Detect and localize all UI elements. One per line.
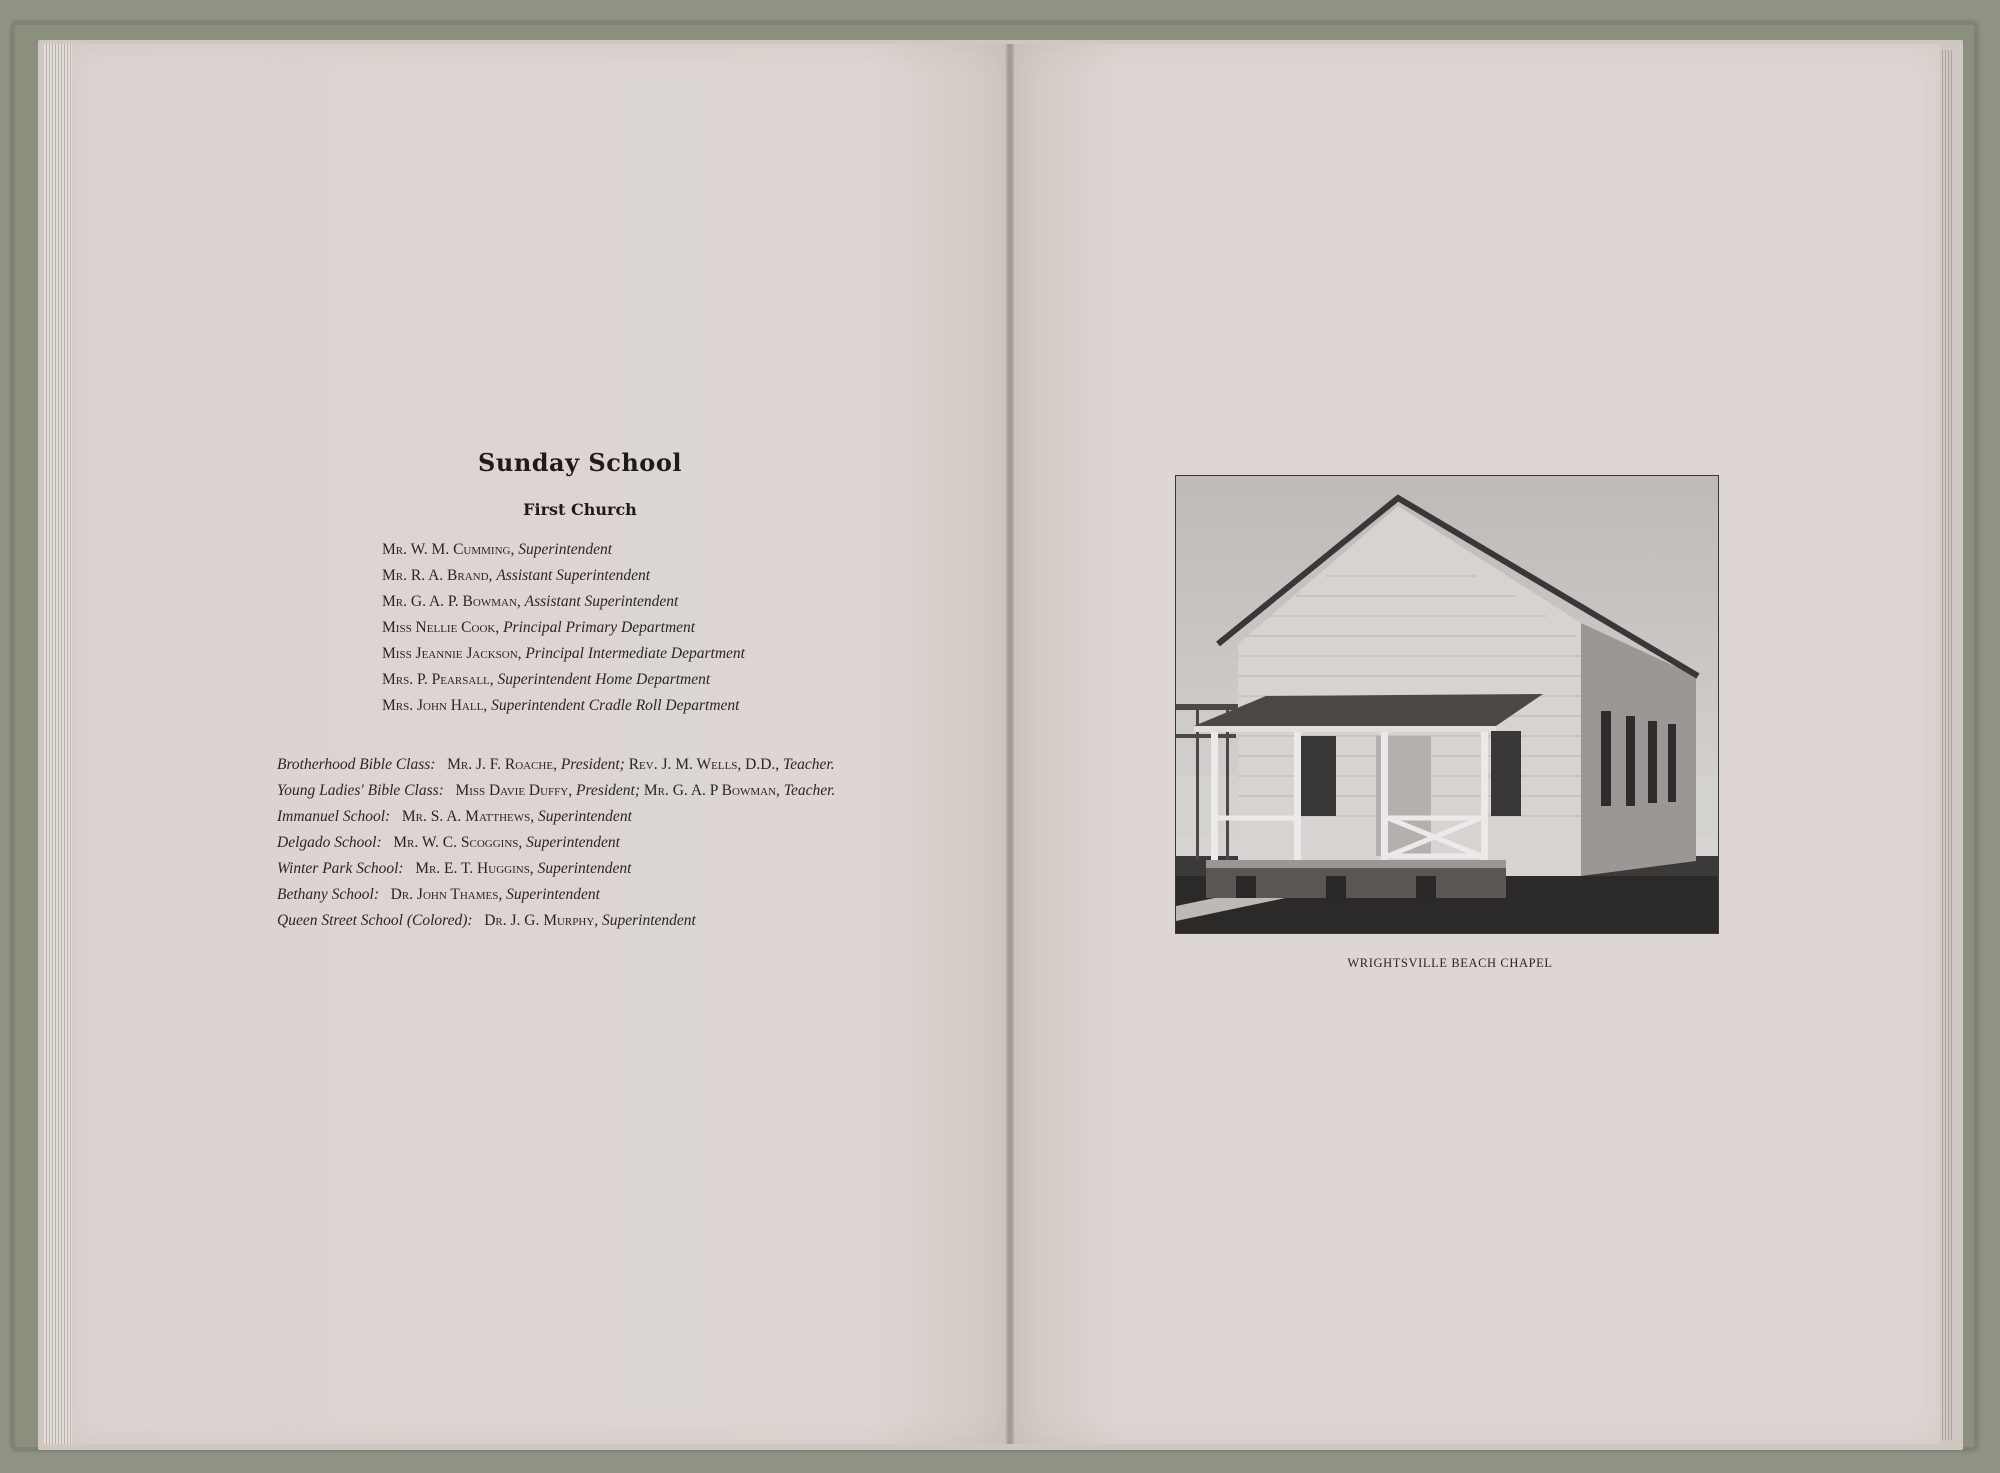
- officer-name: Mr. G. A. P. Bowman,: [382, 593, 521, 610]
- class-person: Mr. W. C. Scoggins,: [393, 834, 523, 851]
- class-person: Mr. S. A. Matthews,: [401, 808, 535, 825]
- class-label: Queen Street School (Colored):: [277, 912, 473, 929]
- class-row: [277, 884, 889, 906]
- officer-row: [382, 641, 942, 667]
- section-subtitle: First Church: [523, 500, 637, 519]
- officer-name: Miss Nellie Cook,: [382, 619, 500, 636]
- class-row: [277, 910, 889, 932]
- officer-name: Mr. R. A. Brand,: [382, 567, 493, 584]
- class-person: Mr. J. F. Roache,: [447, 756, 557, 773]
- book-gutter: [1006, 44, 1014, 1444]
- officer-row: [382, 563, 942, 589]
- class-row: [277, 858, 889, 880]
- class-row: [277, 832, 889, 854]
- class-label: Bethany School:: [277, 886, 380, 903]
- class-role: Superintendent: [506, 886, 600, 903]
- officer-role: Superintendent: [518, 541, 613, 558]
- officer-role: Principal Intermediate Department: [525, 645, 745, 662]
- class-label: Immanuel School:: [277, 808, 391, 825]
- class-label: Young Ladies' Bible Class:: [277, 782, 444, 799]
- officer-role: Assistant Superintendent: [496, 567, 651, 584]
- chapel-photo: [1175, 475, 1719, 934]
- class-role: Superintendent: [602, 912, 696, 929]
- officer-name: Mrs. John Hall,: [382, 697, 488, 714]
- class-role: Superintendent: [537, 860, 632, 877]
- chapel-illustration: [1176, 476, 1718, 933]
- class-person: Miss Davie Duffy,: [455, 782, 573, 799]
- class-person: Mr. G. A. P Bowman,: [643, 782, 780, 799]
- officer-role: Principal Primary Department: [503, 619, 696, 636]
- officer-name: Mrs. P. Pearsall,: [382, 671, 494, 688]
- photo-caption: WRIGHTSVILLE BEACH CHAPEL: [1347, 956, 1553, 970]
- class-row: [277, 780, 889, 802]
- class-person: Mr. E. T. Huggins,: [415, 860, 534, 877]
- officer-row: [382, 667, 942, 693]
- officer-name: Miss Jeannie Jackson,: [382, 645, 522, 662]
- class-row: [277, 754, 889, 776]
- class-row: [277, 806, 889, 828]
- class-person: Dr. John Thames,: [390, 886, 503, 903]
- class-list: [277, 754, 889, 936]
- officer-name: Mr. W. M. Cumming,: [382, 541, 515, 558]
- officer-row: [382, 615, 942, 641]
- officer-role: Superintendent Cradle Roll Department: [491, 697, 740, 714]
- class-role: President;: [560, 756, 625, 773]
- class-role: Superintendent: [526, 834, 620, 851]
- class-person: Dr. J. G. Murphy,: [484, 912, 599, 929]
- class-role: Superintendent: [538, 808, 632, 825]
- officer-role: Assistant Superintendent: [524, 593, 679, 610]
- officer-row: [382, 589, 942, 615]
- left-page: [72, 44, 1008, 1444]
- right-page-edges: [1940, 50, 1954, 1440]
- officer-row: [382, 693, 942, 719]
- class-label: Winter Park School:: [277, 860, 404, 877]
- officer-role: Superintendent Home Department: [497, 671, 711, 688]
- class-label: Brotherhood Bible Class:: [277, 756, 436, 773]
- class-person: Rev. J. M. Wells, D.D.,: [628, 756, 780, 773]
- officer-row: [382, 537, 942, 563]
- left-page-edges: [44, 44, 72, 1444]
- page-title: Sunday School: [478, 448, 682, 477]
- class-role: Teacher.: [783, 782, 836, 799]
- officer-list: [382, 537, 942, 719]
- class-role: Teacher.: [783, 756, 835, 773]
- class-label: Delgado School:: [277, 834, 382, 851]
- class-role: President;: [575, 782, 640, 799]
